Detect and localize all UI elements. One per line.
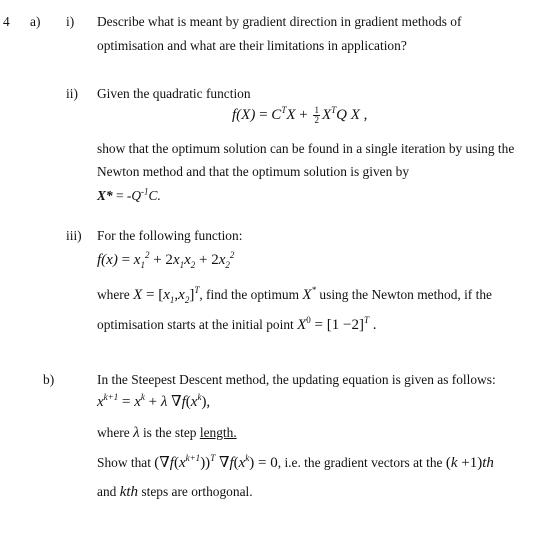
sub-i-line2: optimisation and what are their limitations in application? bbox=[97, 38, 407, 53]
sub-iii-label: iii) bbox=[66, 228, 82, 243]
and-word: and bbox=[97, 484, 117, 499]
part-b-intro: In the Steepest Descent method, the updating equation is given as follows: bbox=[97, 372, 496, 387]
sub-ii-line2: Newton method and that the optimum solution is given by bbox=[97, 164, 410, 179]
question-number: 4 bbox=[3, 14, 10, 29]
newton-text: using the Newton method, if the bbox=[319, 287, 492, 302]
find-optimum-text: , find the optimum bbox=[199, 287, 300, 302]
gradient-vectors-text: , i.e. the gradient vectors at the bbox=[277, 455, 443, 470]
part-b-last-line bbox=[97, 483, 253, 501]
length-link: length. bbox=[199, 425, 237, 440]
update-equation: $x^{k+1} = x^k + \lambda$ $\nabla f(x^k)$, bbox=[97, 392, 211, 410]
initial-point-text: optimisation starts at the initial point bbox=[97, 317, 294, 332]
initial-point-value: $X^0 = [1 -2]^T$ . bbox=[297, 315, 377, 333]
optimum-solution-formula: $X* = -Q^{-1}C$. bbox=[97, 186, 161, 203]
function-equation: $f(x) = x_1^2 + 2x_1x_2 + 2x_2^2$ bbox=[97, 250, 235, 270]
part-b-label: b) bbox=[43, 372, 55, 387]
where-word: where bbox=[97, 287, 130, 302]
sub-iii-intro: For the following function: bbox=[97, 228, 243, 243]
sub-iii-line2 bbox=[97, 316, 376, 334]
sub-i-label: i) bbox=[66, 14, 75, 29]
part-b-where-line bbox=[97, 424, 237, 442]
orthogonality-equation: $(\nabla f(x^{k+1}))^T$ $\nabla f(x^k) = 0$ bbox=[154, 453, 278, 471]
half-fraction: $\frac{1}{2}$ bbox=[314, 105, 319, 125]
step-text: is the step bbox=[142, 425, 197, 440]
quadratic-function-equation: $f(X) = C^TX$ + $\frac{1}{2}$ $X^TQ$ X , bbox=[232, 104, 368, 125]
x-star: X* bbox=[302, 285, 317, 303]
orthogonal-text: steps are orthogonal. bbox=[141, 484, 253, 499]
kth-term: kth bbox=[119, 484, 139, 500]
lambda-symbol: λ bbox=[133, 425, 140, 441]
part-b-show-line bbox=[97, 454, 494, 472]
show-that-text: Show that bbox=[97, 455, 151, 470]
sub-i-line1: Describe what is meant by gradient direction in gradient methods of bbox=[97, 14, 462, 29]
part-a-label: a) bbox=[30, 14, 41, 29]
sub-ii-line1: show that the optimum solution can be found in a single iteration by using the bbox=[97, 141, 515, 156]
sub-ii-label: ii) bbox=[66, 86, 78, 101]
k-plus-1-th: (k +1)th bbox=[445, 455, 494, 471]
sub-iii-where-line bbox=[97, 286, 492, 304]
where-word-b: where bbox=[97, 425, 130, 440]
x-vector-def: $X = [x_1,x_2]^T$ bbox=[133, 285, 200, 305]
sub-ii-intro: Given the quadratic function bbox=[97, 86, 251, 101]
